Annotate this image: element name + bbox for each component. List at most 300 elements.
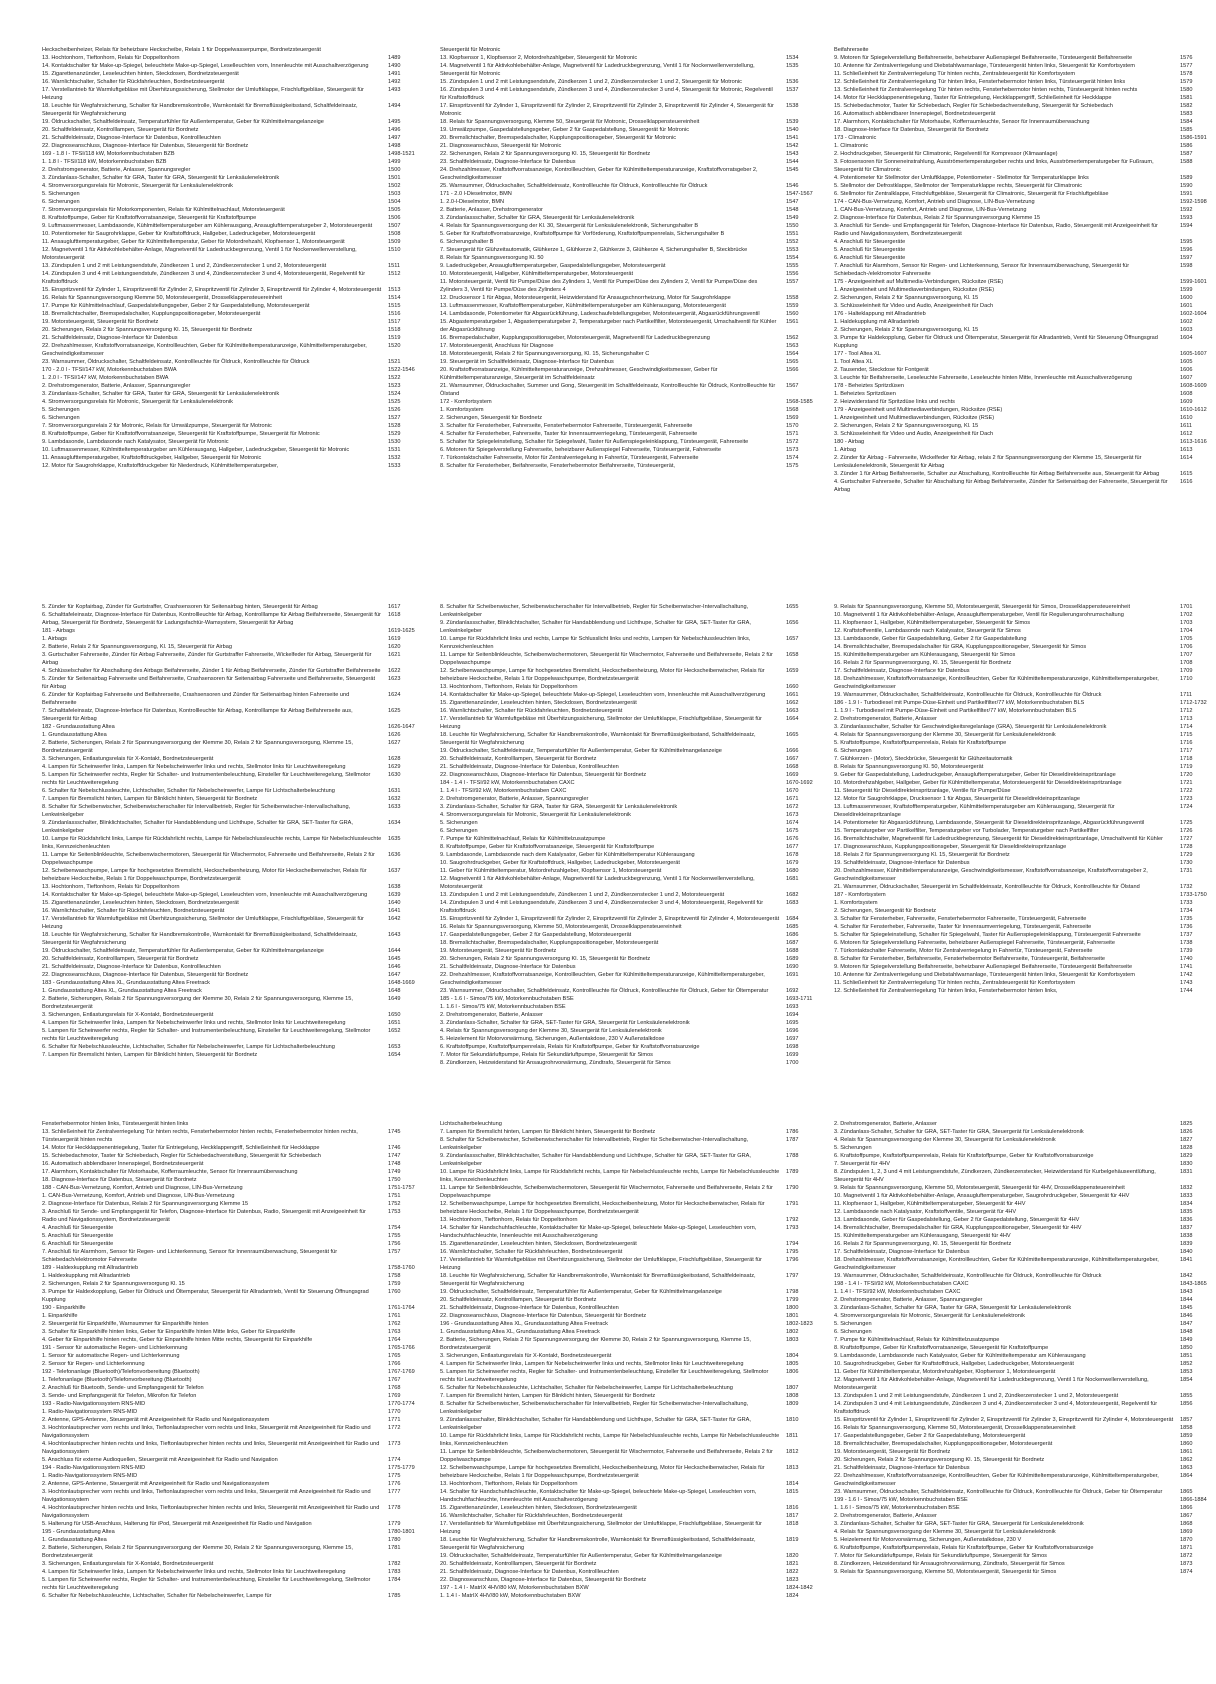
index-entry	[440, 931, 822, 939]
entry-page-number: 1555	[786, 263, 799, 269]
index-entry	[440, 1464, 822, 1480]
index-entry	[440, 1416, 822, 1432]
index-entry	[440, 454, 822, 462]
index-entry	[440, 779, 822, 787]
entry-text: 194 - Radio-Navigationssystem RNS-MID	[42, 1465, 146, 1471]
entry-text: 2. Sicherungen, Relais 2 für Spannungsversorgung Kl. 15	[42, 1281, 185, 1287]
entry-text: 15. Zigarettenanzünder, Leseleuchten hinten, Steckdosen, Bordnetzsteuergerät	[440, 700, 637, 706]
entry-page-number: 1832	[1180, 1185, 1193, 1191]
entry-page-number: 1824-1842	[786, 1585, 813, 1591]
entry-page-number: 1503	[388, 191, 401, 197]
index-entry	[42, 723, 424, 731]
entry-page-number: 1704	[1180, 628, 1193, 634]
entry-text: 11. Ansauglufttemperaturgeber, Kraftstoffdruckgeber, Hallgeber, Steuergerät für Motronic	[42, 455, 262, 461]
entry-text: 4. Anschluß für Steuergeräte	[42, 1225, 114, 1231]
index-column	[42, 603, 424, 1059]
entry-page-number: 1560	[786, 311, 799, 317]
entry-page-number: 1752	[388, 1201, 401, 1207]
entry-page-number: 1675	[786, 828, 799, 834]
entry-page-number: 1558	[786, 295, 799, 301]
entry-text: 4. Relais für Spannungsversorgung der Klemme 30, Steuergerät für Lenksäulenelektronik	[834, 1529, 1056, 1535]
entry-page-number: 1633	[388, 804, 401, 810]
index-entry	[834, 707, 1216, 715]
entry-text: 21. Warnsummer, Öldruckschalter, Steuergerät im Schaltfeldeinsatz, Kontrollleuchte für Öldruck, Kontrollleuchte für Ölstand	[834, 884, 1140, 890]
entry-page-number: 1701	[1180, 604, 1193, 610]
index-entry	[440, 1336, 822, 1352]
index-entry	[440, 795, 822, 803]
index-entry	[834, 1464, 1216, 1472]
index-entry	[440, 955, 822, 963]
index-entry	[834, 1520, 1216, 1528]
index-entry	[834, 1456, 1216, 1464]
entry-text: 3. Zünder 1 für Airbag Beifahrerseite, Schalter zur Abschaltung, Kontrollleuchte für Airbag Beifahrerseite aus, Steuergerät für Airbag	[834, 471, 1160, 477]
entry-text: 17. Motorsteuergerät, Anschluss für Diagnose	[440, 343, 554, 349]
index-entry	[834, 478, 1216, 494]
entry-page-number: 1493	[388, 87, 401, 93]
entry-text: 19. Motorsteuergerät, Steuergerät für Bordnetz	[440, 948, 557, 954]
entry-text: 7. Lampen für Bremslicht hinten, Lampen für Blinklicht hinten, Steuergerät für Bordnetz	[42, 796, 258, 802]
index-entry	[42, 1184, 424, 1192]
index-entry	[42, 334, 424, 342]
entry-page-number: 1531	[388, 447, 401, 453]
entry-page-number: 1793	[786, 1225, 799, 1231]
entry-page-number: 1517	[388, 319, 401, 325]
entry-page-number: 1599	[1180, 287, 1193, 293]
index-entry	[440, 1400, 822, 1416]
entry-text: 3. Zündanlassschalter, Schalter für Geschwindigkeitsregelanlage (GRA), Steuergerät für Lenksäulenelektronik	[834, 724, 1107, 730]
entry-text: 10. Lampe für Rückfahrlicht links, Lampe für Rückfahrlicht rechts, Lampe für Nebelschlussleuchte rechts, Lampe für Nebelschlussleuchte links, Kennzeichenleuchten	[440, 1169, 780, 1183]
entry-page-number: 1619	[388, 636, 401, 642]
entry-page-number: 1676	[786, 836, 799, 842]
entry-text: 7. Stromversorgungsrelais für Motorkomponenten, Relais für Kühlmittelnachlauf, Motorsteuergerät	[42, 207, 285, 213]
entry-text: 13. Schließeinheit für Zentralverriegelung Tür hinten rechts, Fensterhebermotor hinten rechts, Türsteuergerät hinten rechts	[834, 87, 1138, 93]
entry-page-number: 1672	[786, 804, 799, 810]
index-entry	[440, 350, 822, 358]
entry-page-number: 1579	[1180, 79, 1193, 85]
entry-text: 8. Schalter für Fensterheber, Beifahrerseite, Fensterhebermotor Beifahrerseite, Türsteuergerät,	[440, 463, 675, 469]
entry-text: 3. Hochtonlautsprecher vorn rechts und links, Tieftonlautsprecher vorn rechts und links, Steuergerät mit Anzeigeeinheit für Radio und Navigationssystem	[42, 1425, 371, 1439]
entry-text: 10. Potentiometer für Saugrohrklappe, Geber für Kraftstoffdruck, Hallgeber, Ladedruckgeber, Motorsteuergerät	[42, 231, 316, 237]
entry-page-number: 1700	[786, 1060, 799, 1066]
index-entry	[834, 126, 1216, 134]
entry-page-number: 1867	[1180, 1513, 1193, 1519]
index-entry	[42, 963, 424, 971]
index-entry	[440, 398, 822, 406]
entry-page-number: 1615	[1180, 471, 1193, 477]
index-entry	[440, 803, 822, 811]
entry-page-number: 1781	[388, 1545, 401, 1551]
entry-text: 21. Schaltfeldeinsatz, Diagnose-Interface für Datenbus	[440, 964, 576, 970]
index-entry	[834, 851, 1216, 859]
entry-page-number: 1780-1801	[388, 1529, 415, 1535]
entry-text: 8. Kraftstoffpumpe, Geber für Kraftstoffvorratsanzeige, Steuergerät für Kraftstoffpumpe, Steuergerät für Motronic	[42, 431, 320, 437]
index-entry	[440, 603, 822, 619]
index-entry	[42, 1304, 424, 1312]
entry-text: 10. Lampe für Rückfahrlicht links, Lampe für Rückfahrlicht rechts, Lampe für Nebelschlussleuchte rechts, Lampe für Nebelschlussleuchte links, Kennzeichenleuchten	[440, 1433, 780, 1447]
entry-page-number: 1847	[1180, 1321, 1193, 1327]
entry-page-number: 1564	[786, 351, 799, 357]
entry-text: 6. Kraftstoffpumpe, Kraftstoffpumpenrelais, Relais für Kraftstoffpumpe, Geber für Kraftstoffvorratsanzeige	[440, 1044, 700, 1050]
entry-text: 3. Pumpe für Haldekopplung, Geber für Öldruck und Öltemperatur, Steuergerät für Allradantrieb, Ventil für Steuerung Öffnungsgrad Kupplung	[834, 335, 1158, 349]
entry-page-number: 1864	[1180, 1473, 1193, 1479]
entry-text: 20. Sicherungen, Relais 2 für Spannungsversorgung Kl. 15, Steuergerät für Bordnetz	[42, 327, 253, 333]
index-entry	[834, 915, 1216, 923]
index-entry	[440, 1536, 822, 1552]
entry-page-number: 1776	[388, 1481, 401, 1487]
entry-text: 2. Drehstromgenerator, Batterie, Anlasser, Spannungsregler	[834, 1297, 983, 1303]
index-entry	[42, 667, 424, 675]
entry-text: 5. Anschluß für Steuergeräte	[834, 247, 906, 253]
index-entry	[834, 1416, 1216, 1424]
entry-text: 11. Geber für Kühlmitteltemperatur, Motordrehzahlgeber, Klopfsensor 1, Motorsteuergerät	[834, 1369, 1056, 1375]
entry-page-number: 1512	[388, 271, 401, 277]
index-entry	[834, 1528, 1216, 1536]
entry-page-number: 1804	[786, 1353, 799, 1359]
index-entry	[834, 1568, 1216, 1576]
entry-text: 11. Klopfsensor 1, Hallgeber, Kühlmitteltemperaturgeber, Steuergerät für Simos	[834, 620, 1031, 626]
index-entry	[834, 150, 1216, 158]
index-entry	[834, 1432, 1216, 1440]
index-entry	[834, 763, 1216, 771]
entry-page-number: 1641	[388, 908, 401, 914]
entry-page-number: 1757	[388, 1249, 401, 1255]
index-entry	[42, 46, 424, 54]
index-entry	[834, 907, 1216, 915]
entry-text: 21. Schaltfeldeinsatz, Diagnose-Interface für Datenbus, Kontrollleuchten	[42, 135, 221, 141]
index-entry	[834, 611, 1216, 619]
index-entry	[42, 318, 424, 326]
entry-page-number: 1616	[1180, 479, 1193, 485]
index-entry	[834, 446, 1216, 454]
index-entry	[834, 771, 1216, 779]
index-entry	[834, 643, 1216, 651]
index-entry	[42, 1011, 424, 1019]
entry-text: 190 - Einparkhilfe	[42, 1305, 86, 1311]
index-entry	[42, 166, 424, 174]
entry-page-number: 1673	[786, 812, 799, 818]
entry-text: 14. Bremslichtschalter, Bremspedalschalter für GRA, Kupplungspositionsgeber, Steuergerät für Simos	[834, 644, 1087, 650]
entry-text: 4. Gurtschalter Fahrerseite, Schalter für Abschaltung für Airbag Beifahrerseite, Zünder für Seitenairbag der Fahrerseite, Steuergerät für Airbag	[834, 479, 1168, 493]
entry-page-number: 1544	[786, 159, 799, 165]
entry-page-number: 1829	[1180, 1153, 1193, 1159]
index-entry	[834, 1200, 1216, 1208]
index-entry	[440, 1568, 822, 1576]
index-entry	[42, 787, 424, 795]
entry-page-number: 1505	[388, 207, 401, 213]
index-entry	[440, 771, 822, 779]
entry-page-number: 1828	[1180, 1145, 1193, 1151]
entry-page-number: 1626-1647	[388, 724, 415, 730]
entry-text: 7. Lampen für Bremslicht hinten, Lampen für Blinklicht hinten, Steuergerät für Bordnetz	[42, 1052, 258, 1058]
entry-page-number: 1726	[1180, 828, 1193, 834]
index-entry	[834, 406, 1216, 414]
entry-text: Heckscheibenheizer, Relais für beheizbare Heckscheibe, Relais 1 für Doppelwasserpumpe, Bordnetzsteuergerät	[42, 47, 321, 53]
index-entry	[834, 827, 1216, 835]
entry-text: 1. CAN-Bus-Vernetzung, Komfort, Antrieb und Diagnose, LIN-Bus-Vernetzung	[42, 1193, 235, 1199]
entry-text: 14. Kontaktschalter für Make-up-Spiegel, beleuchtete Make-up-Spiegel, Leselleuchten vorn, Innenleuchte mit Ausschaltverzögerung	[42, 63, 369, 69]
entry-text: 20. Kraftstoffvorratsanzeige, Kühlmitteltemperaturanzeige, Drehzahlmesser, Geschwindigkeitsmesser, Geber für Kühlmitteltemperaturanzeige, Steuergerät im Schaltfeldeinsatz	[440, 367, 718, 381]
entry-page-number: 1716	[1180, 740, 1193, 746]
entry-text: 3. Zündanlass-Schalter, Schalter für GRA, SET-Taster für GRA, Steuergerät für Lenksäulenelektronik	[834, 1129, 1084, 1135]
entry-page-number: 1812	[786, 1449, 799, 1455]
entry-page-number: 1600	[1180, 295, 1193, 301]
entry-page-number: 1662	[786, 700, 799, 706]
entry-text: 1. Grundausstattung Altea	[42, 1537, 107, 1543]
index-entry	[440, 1552, 822, 1560]
entry-page-number: 1592-1598	[1180, 199, 1207, 205]
index-entry	[834, 859, 1216, 867]
entry-text: 2. Antenne, GPS-Antenne, Steuergerät mit Anzeigeeinheit für Radio und Navigationssystem	[42, 1481, 270, 1487]
entry-text: 6. Schalter für Nebelschlussleuchte, Lichtschalter, Schalter für Nebelscheinwerfer, Lampe für Lichtschalterbeleuchtung	[42, 788, 335, 794]
entry-text: 18. Relais für Spannungsversorgung, Klemme 50, Steuergerät für Motronic, Drosselklappensteuereinheit	[440, 119, 700, 125]
entry-text: 12. Motor für Saugrohrklappe, Kraftstoffdruckgeber für Niederdruck, Kühlmitteltemperaturgeber,	[42, 463, 279, 469]
entry-page-number: 1794	[786, 1241, 799, 1247]
index-entry	[42, 1408, 424, 1416]
index-entry	[42, 390, 424, 398]
index-entry	[440, 867, 822, 875]
entry-text: 16. Zündspulen 3 und 4 mit Leistungsendstufe, Zündkerzen 3 und 4, Zündkerzenstecker 3 und 4, Steuergerät für Motronic, Regelventil für Kraftstoffdruck	[440, 87, 773, 101]
entry-text: 3. Schlüsseleinheit für Video und Audio, Anzeigeeinheit für Dach	[834, 431, 994, 437]
entry-page-number: 1842	[1180, 1273, 1193, 1279]
entry-page-number: 1862	[1180, 1457, 1193, 1463]
index-column	[834, 1120, 1216, 1576]
entry-page-number: 1846	[1180, 1313, 1193, 1319]
entry-text: 2. Heizwiderstand für Spritzdüse links und rechts	[834, 399, 955, 405]
entry-text: 16. Automatisch abblendbarer Innenspiegel, Bordnetzsteuergerät	[42, 1161, 204, 1167]
index-column	[440, 46, 822, 470]
entry-page-number: 1755	[388, 1233, 401, 1239]
entry-text: 2. Sicherungen, Steuergerät für Bordnetz	[834, 908, 936, 914]
entry-text: 1. Anzeigeeinheit und Multimediaverbindungen, Rücksitze (RSE)	[834, 415, 995, 421]
entry-text: 3. Sicherungen, Entlastungsrelais für X-Kontakt, Bordnetzsteuergerät	[42, 1561, 214, 1567]
index-entry	[42, 1320, 424, 1328]
entry-page-number: 1525	[388, 399, 401, 405]
entry-text: 12. Schließeinheit für Zentralverriegelung Tür hinten links, Fensterhebermotor hinten links,	[834, 988, 1058, 994]
entry-text: 12. Schließeinheit für Zentralverriegelung Tür hinten links, Fensterhebermotor hinten links, Türsteuergerät hinten links	[834, 79, 1126, 85]
index-entry	[42, 883, 424, 891]
entry-text: 19. Öldruckschalter, Schaltfeldeinsatz, Temperaturfühler für Außentemperatur, Geber für Kühlmittelmangelanzeige	[440, 1289, 722, 1295]
entry-page-number: 1526	[388, 407, 401, 413]
entry-text: 10. Motorsteuergerät, Hallgeber, Kühlmitteltemperaturgeber, Motorsteuergerät	[440, 271, 634, 277]
entry-page-number: 1860	[1180, 1441, 1193, 1447]
entry-page-number: 1524	[388, 391, 401, 397]
entry-page-number: 1663	[786, 708, 799, 714]
index-entry	[440, 430, 822, 438]
entry-page-number: 1725	[1180, 820, 1193, 826]
index-entry	[834, 779, 1216, 787]
entry-text: 9. Relais für Spannungsversorgung, Klemme 50, Motorsteuergerät, Steuergerät für 4HV, Drosselklappensteuereinheit	[834, 1185, 1125, 1191]
entry-text: 1. 2.0 l - TFSI/147 kW, Motorkennbuchstaben BWA	[42, 375, 169, 381]
entry-page-number: 1601	[1180, 303, 1193, 309]
entry-text: 16. Relais für Spannungsversorgung, Klemme 50, Motorsteuergerät, Drosselklappensteuereinheit	[440, 924, 682, 930]
entry-text: 7. Lampen für Bremslicht hinten, Lampen für Blinklicht hinten, Steuergerät für Bordnetz	[440, 1393, 656, 1399]
entry-page-number: 1582	[1180, 103, 1193, 109]
entry-page-number: 1586-1591	[1180, 135, 1207, 141]
entry-page-number: 1598	[1180, 263, 1193, 269]
entry-text: 193 - Radio-Navigationssystem RNS-MID	[42, 1401, 146, 1407]
index-entry	[440, 1296, 822, 1304]
entry-text: 2. Sicherungen, Steuergerät für Bordnetz	[440, 415, 542, 421]
index-entry	[42, 86, 424, 102]
entry-text: 22. Diagnoseanschluss, Diagnose-Interface für Datenbus, Steuergerät für Bordnetz	[440, 772, 647, 778]
entry-page-number: 1565	[786, 359, 799, 365]
entry-page-number: 1683	[786, 900, 799, 906]
entry-page-number: 1586	[1180, 143, 1193, 149]
entry-text: 191 - Sensor für automatische Regen- und Lichterkennung	[42, 1345, 188, 1351]
index-entry	[440, 1352, 822, 1360]
index-entry	[440, 206, 822, 214]
entry-text: 192 - Telefonanlage (Bluetooth)/Telefonvorbereitung (Bluetooth)	[42, 1369, 200, 1375]
entry-text: 21. Diagnoseanschluss, Steuergerät für Motronic	[440, 143, 562, 149]
entry-text: 11. Geber für Kühlmitteltemperatur, Motordrehzahlgeber, Klopfsensor 1, Motorsteuergerät	[440, 868, 662, 874]
index-entry	[834, 891, 1216, 899]
entry-text: 8. Zündspulen 1, 2, 3 und 4 mit Leistungsendstufe, Zündkerzen, Zündkerzenstecker, Heizwiderstand für Kurbelgehäuseentlüftung, Steuergerät für 4HV	[834, 1169, 1156, 1183]
entry-text: 17. Gaspedalstellungsgeber, Geber 2 für Gaspedalstellung, Motorsteuergerät	[834, 1433, 1026, 1439]
index-entry	[440, 382, 822, 398]
index-entry	[834, 1352, 1216, 1360]
entry-text: 4. Geber für Einparkhilfe hinten rechts, Geber für Einparkhilfe hinten Mitte rechts, Steuergerät für Einparkhilfe	[42, 1337, 313, 1343]
entry-page-number: 1574	[786, 455, 799, 461]
entry-page-number: 1523	[388, 383, 401, 389]
entry-page-number: 1490	[388, 63, 401, 69]
index-entry	[42, 366, 424, 374]
index-entry	[834, 318, 1216, 326]
entry-page-number: 1649	[388, 996, 401, 1002]
entry-text: 3. Pumpe für Haldexkopplung, Geber für Öldruck und Öltemperatur, Steuergerät für Allradantrieb, Ventil für Steuerung Öffnungsgrad Kupplung	[42, 1289, 369, 1303]
entry-text: 22. Drehzahlmesser, Kraftstoffvorratsanzeige, Kontrollleuchten, Geber für Kühlmitteltemperaturanzeige, Kühlmitteltemperaturgeber, Geschwindigkeitsmesser	[834, 1473, 1159, 1487]
entry-page-number: 1841	[1180, 1257, 1193, 1263]
entry-text: 8. Relais für Spannungsversorgung Kl. 50	[440, 255, 544, 261]
entry-page-number: 1605	[1180, 359, 1193, 365]
entry-page-number: 1724	[1180, 804, 1193, 810]
index-entry	[42, 286, 424, 294]
entry-page-number: 1850	[1180, 1345, 1193, 1351]
entry-page-number: 1839	[1180, 1241, 1193, 1247]
entry-text: 12. Drucksensor 1 für Abgas, Motorsteuergerät, Heizwiderstand für Ansaugschnorrheizung, Motor für Saugrohrklappe	[440, 295, 731, 301]
entry-page-number: 1666	[786, 748, 799, 754]
entry-page-number: 1644	[388, 948, 401, 954]
entry-page-number: 1865	[1180, 1489, 1193, 1495]
index-entry	[440, 1488, 822, 1504]
index-entry	[834, 294, 1216, 302]
entry-text: 3. Schalter für Fensterheber, Fahrerseite, Fensterhebermotor Fahrerseite, Türsteuergerät, Fahrerseite	[834, 916, 1087, 922]
index-entry	[42, 142, 424, 150]
index-entry	[42, 1312, 424, 1320]
index-entry	[42, 182, 424, 190]
entry-text: 22. Diagnoseanschluss, Diagnose-Interface für Datenbus, Steuergerät für Bordnetz	[440, 1313, 647, 1319]
index-entry	[42, 1440, 424, 1456]
index-entry	[440, 699, 822, 707]
entry-text: 23. Warnsummer, Öldruckschalter, Schaltfeldeinsatz, Kontrollleuchte für Öldruck, Kontrollleuchte für Öldruck	[42, 359, 310, 365]
entry-page-number: 1871	[1180, 1545, 1193, 1551]
entry-page-number: 1634	[388, 820, 401, 826]
entry-text: 13. Hochtonhorn, Tieftonhorn, Relais für Doppeltonhorn	[440, 1481, 578, 1487]
entry-text: 6. Sicherungen	[834, 748, 872, 754]
entry-text: 4. Lampen für Scheinwerfer links, Lampen für Nebelscheinwerfer links und rechts, Stellmotor links für Leuchtweiteregelung	[42, 764, 346, 770]
index-entry	[42, 118, 424, 126]
entry-text: 10. Motordrehzahlgeber, Hallgeber, Geber für Kühlmitteltemperatur, Motorsteuergerät für Dieseldirekteinspritzanlage	[834, 780, 1122, 786]
entry-text: 169 - 1.8 l - TFSI/118 kW, Motorkennbuchstaben BZB	[42, 151, 175, 157]
entry-text: 11. Schließeinheit für Zentralverriegelung Tür hinten rechts, Zentralsteuergerät für Komfortsystem	[834, 980, 1076, 986]
index-entry	[440, 1360, 822, 1368]
entry-page-number: 1509	[388, 239, 401, 245]
entry-text: 8. Kraftstoffpumpe, Geber für Kraftstoffvorratsanzeige, Steuergerät für Kraftstoffpumpe	[42, 215, 257, 221]
index-entry	[440, 995, 822, 1003]
entry-text: 19. Öldruckschalter, Schaltfeldeinsatz, Temperaturfühler für Außentemperatur, Geber für Kühlmittelmangelanzeige	[42, 119, 324, 125]
entry-text: 18. Leuchte für Wegfahrsicherung, Schalter für Handbremskontrolle, Warnkontakt für Bremsflüssigkeitsstand, Schaltfeldeinsatz, Steuergerät für Wegfahrsicherung	[42, 103, 358, 117]
entry-page-number: 1685	[786, 924, 799, 930]
entry-page-number: 1772	[388, 1425, 401, 1431]
index-entry	[42, 62, 424, 70]
entry-text: 10. Magnetventil 1 für Aktivkohlebehälter-Anlage, Ansaugluftemperaturgeber, Saugrohrdruckgeber, Steuergerät für 4HV	[834, 1193, 1130, 1199]
index-entry	[42, 1043, 424, 1051]
entry-text: 13. Luftmassenmesser, Kraftstofftemperaturgeber, Kühlmitteltemperaturgeber am Kühlerausgang, Steuergerät für Dieseldirekteinspritzanlage	[834, 804, 1115, 818]
entry-page-number: 1537	[786, 87, 799, 93]
entry-page-number: 1709	[1180, 668, 1193, 674]
entry-page-number: 1496	[388, 127, 401, 133]
entry-text: 17. Verstellantrieb für Warmluftgebläse mit Überhitzungssicherung, Stellmotor der Umluftklappe, Frischluftgebläse, Steuergerät für Heizung	[42, 916, 364, 930]
index-entry	[834, 390, 1216, 398]
entry-text: 21. Schaltfeldeinsatz, Diagnose-Interface für Datenbus, Kontrollleuchten	[440, 764, 619, 770]
index-entry	[834, 374, 1216, 382]
entry-text: 1. Grundausstattung Altea XL, Grundausstattung Altea Freetrack	[42, 988, 202, 994]
entry-text: 18. Bremslichtschalter, Bremspedalschalter, Kupplungspositionsgeber, Motorsteuergerät	[834, 1441, 1053, 1447]
index-entry	[42, 78, 424, 86]
entry-page-number: 1803	[786, 1337, 799, 1343]
index-entry	[440, 787, 822, 795]
entry-page-number: 1664	[786, 716, 799, 722]
entry-text: 1. 1.6 l - Simos/75 kW, Motorkennbuchstaben BSE	[834, 1505, 960, 1511]
entry-text: 9. Lambdasonde, Lambdasonde nach Katalysator, Geber für Kühlmitteltemperatur am Kühlerausgang	[834, 1353, 1086, 1359]
entry-text: 9. Lambdasonde, Lambdasonde nach Katalysator, Steuergerät für Motronic	[42, 439, 229, 445]
entry-text: 2. Diagnose-Interface für Datenbus, Relais 2 für Spannungsversorgung Klemme 15	[834, 215, 1041, 221]
entry-text: 6. Sicherungshalter B	[440, 239, 494, 245]
entry-text: 7. Pumpe für Kühlmittelnachlauf, Relais für Kühlmittelzusatzpumpe	[834, 1337, 1000, 1343]
entry-text: 2. Drehstromgenerator, Batterie, Anlasser, Spannungsregler	[440, 796, 589, 802]
entry-text: 9. Zündanlassschalter, Blinklichtschalter, Schalter für Handabblendung und Lichthupe, Schalter für GRA, SET-Taster für GRA, Lenkwinkelgeber	[42, 820, 353, 834]
entry-text: 9. Zündanlassschalter, Blinklichtschalter, Schalter für Handabblendung und Lichthupe, Schalter für GRA, SET-Taster für GRA, Lenkwinkelgeber	[440, 1153, 751, 1167]
entry-page-number: 1554	[786, 255, 799, 261]
entry-text: 11. Klopfsensor 1, Hallgeber, Kühlmitteltemperaturgeber, Steuergerät für 4HV	[834, 1201, 1026, 1207]
entry-page-number: 1710	[1180, 676, 1193, 682]
entry-page-number: 1550	[786, 223, 799, 229]
index-entry	[42, 1168, 424, 1176]
index-entry	[42, 406, 424, 414]
index-entry	[834, 302, 1216, 310]
entry-text: 17. Verstellantrieb für Warmluftgebläse mit Überhitzungssicherung, Stellmotor der Umluftklappe, Frischluftgebläse, Steuergerät für Heizung	[440, 1257, 762, 1271]
entry-page-number: 1866-1884	[1180, 1497, 1207, 1503]
entry-text: 18. Leuchte für Wegfahrsicherung, Schalter für Handbremskontrolle, Warnkontakt für Bremsflüssigkeitsstand, Schaltfeldeinsatz, Steuergerät für Wegfahrsicherung	[440, 1537, 756, 1551]
index-entry	[42, 422, 424, 430]
entry-text: 15. Einspritzventil für Zylinder 1, Einspritzventil für Zylinder 2, Einspritzventil für Zylinder 3, Einspritzventil für Zylinder 4, Motorsteuergerät	[440, 916, 780, 922]
entry-text: 22. Sicherungen, Relais 2 für Spannungsversorgung Kl. 15, Steuergerät für Bordnetz	[440, 151, 651, 157]
index-entry	[834, 819, 1216, 827]
entry-page-number: 1792	[786, 1217, 799, 1223]
entry-text: 9. Relais für Spannungsversorgung, Klemme 50, Motorsteuergerät, Steuergerät für Simos, Drosselklappensteuereinheit	[834, 604, 1131, 610]
index-entry	[440, 438, 822, 446]
index-entry	[440, 198, 822, 206]
entry-text: 1. Sensor für automatische Regen- und Lichterkennung	[42, 1353, 180, 1359]
entry-page-number: 1510	[388, 247, 401, 253]
entry-text: 3. Zündanlass-Schalter, Schalter für GRA, Taster für GRA, Steuergerät für Lenksäulenelektronik	[42, 391, 280, 397]
entry-page-number: 1507	[388, 223, 401, 229]
index-entry	[834, 1160, 1216, 1168]
index-entry	[42, 1344, 424, 1352]
entry-page-number: 1735	[1180, 916, 1193, 922]
entry-page-number: 1802-1823	[786, 1321, 813, 1327]
entry-text: 12. Motor für Saugrohrklappe, Drucksensor 1 für Abgas, Steuergerät für Dieseldirekteinspritzanlage	[834, 796, 1080, 802]
index-entry	[440, 915, 822, 923]
